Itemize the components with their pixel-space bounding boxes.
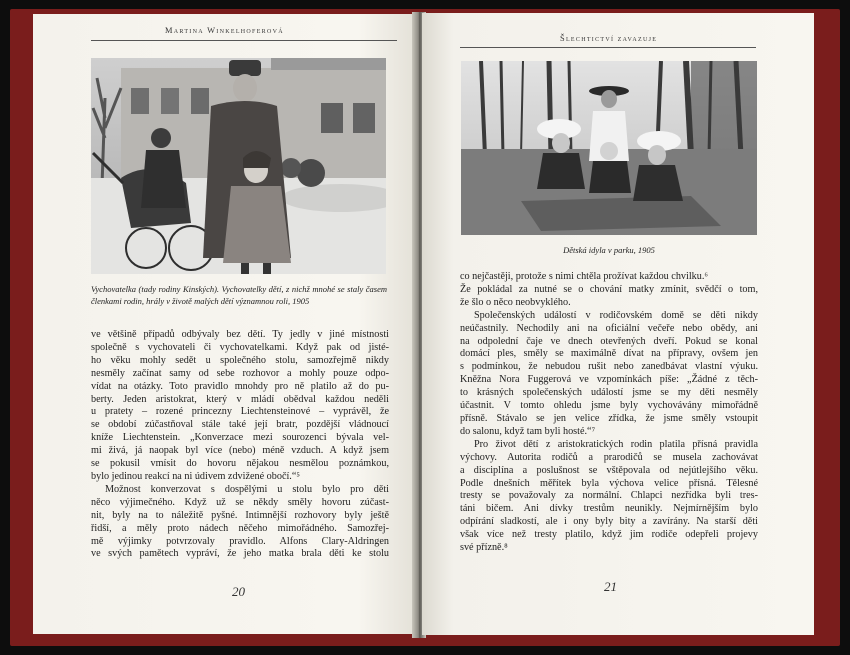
- text-line: a disciplína a poslušnost se vštěpovala od nejútlejšího věku.: [460, 464, 758, 476]
- text-line: domácí ples, směly se maximálně dívat na přípravy, ovšem jen: [460, 348, 758, 360]
- text-line: se pokusil vmísit do hovoru nějakou nesmělou poznámkou,: [91, 458, 389, 470]
- text-line: společně s vychovateli či vychovatelkami. Když pak od jisté-: [91, 341, 389, 353]
- text-line: ve většině případů odbývaly bez dětí. Ty jedly v jiné místnosti: [91, 329, 389, 340]
- photo-caption-left: Vychovatelka (tady rodiny Kinských). Vychovatelky dětí, z nichž mnohé se staly časem členkami rodin, hrály v životě malých dětí významnou roli, 1905: [91, 284, 387, 306]
- text-line: přísně. Stávalo se jen velice zřídka, že jsme směly vstoupit: [460, 412, 758, 424]
- header-rule-right: [460, 47, 756, 48]
- text-line: výchovy. Autorita rodičů a prarodičů se musela zachovávat: [460, 451, 758, 463]
- text-line: mi živá, já naopak byl více (nebo) méně vzduch. A když jsem: [91, 445, 389, 457]
- text-line: Podle dnešních měřítek byla výchova velice přísná. Tělesné: [460, 477, 758, 489]
- text-line: Společenských událostí v rodičovském domě se děti nikdy: [474, 309, 758, 321]
- text-line: nit, byly na to náležitě pyšné. Intimnější rozhovory byly ještě: [91, 509, 389, 521]
- text-line: Možnost konverzovat s dospělými u stolu bylo pro děti: [105, 483, 389, 495]
- body-text-left: [91, 329, 389, 561]
- text-line: účastnit. V tomto ohledu jsme byly vychovávány mimořádně: [460, 400, 758, 412]
- text-line: Že pokládal za nutné se o chování matky zmínit, svědčí o tom,: [460, 283, 758, 295]
- page-number-left: 20: [232, 584, 245, 599]
- text-line: co nejčastěji, protože s nimi chtěla prožívat každou chvilku.⁶: [460, 271, 708, 282]
- text-line: ho věku mohly sedět u společného stolu, samozřejmě nikdy: [91, 354, 389, 366]
- photo-governess: [91, 58, 386, 274]
- text-line: Kněžna Nora Fuggerová ve vzpomínkách píše: „Žádné z těch-: [460, 374, 758, 386]
- right-page: [422, 13, 814, 635]
- running-header-left: Martina Winkelhoferová: [165, 26, 284, 35]
- text-line: kníže Liechtenstein. „Konverzace mezi sourozenci bývala vel-: [91, 432, 389, 444]
- text-line: neúčastnily. Nechodily ani na oficiální večeře nebo obědy, ani: [460, 322, 758, 334]
- page-number-right: 21: [604, 579, 617, 594]
- text-line: berty. Jeden aristokrat, který v mládí obědval každou neděli: [91, 393, 389, 405]
- text-line: bylo jedinou reakcí na ni údivem zdvižené obočí.“⁵: [91, 470, 300, 482]
- text-line: něco výjimečného. Když už se někdy směly hovoru zúčast-: [91, 496, 389, 508]
- photo-children-park: [461, 61, 757, 235]
- text-line: Pro život dětí z aristokratických rodin platila přísná pravidla: [474, 438, 758, 450]
- text-line: s podmínkou, že nebudou rušit nebo zanedbávat vlastní výuku.: [460, 361, 758, 373]
- text-line: na odpolední čaje ve dnech otevřených dveří. Pokud se konal: [460, 335, 758, 347]
- text-line: to krásných společenských událostí jsme se my děti nesměly: [460, 387, 758, 399]
- text-line: své přízně.⁸: [460, 542, 508, 554]
- text-line: u pratety – rozené princezny Liechtensteinové – vyprávěl, že: [91, 406, 389, 418]
- text-line: mě výjimky potvrzovaly pravidlo. Alfons Clary-Aldringen: [91, 535, 389, 547]
- photo-caption-right: Dětská idyla v parku, 1905: [563, 245, 655, 255]
- text-line: táni bičem. Ani dívky trestům neunikly. Nejmírnějším bylo: [460, 503, 758, 515]
- text-line: nesměly začínat samy od sebe rozhovor a mohly pouze odpo-: [91, 367, 389, 379]
- body-text-right: [460, 271, 758, 555]
- text-line: se období zúčastňoval stále také její bratr, pozdější vládnoucí: [91, 419, 389, 431]
- text-line: tresty se považovaly za normální. Chlapci nezřídka byli tres-: [460, 490, 758, 502]
- text-line: že šlo o něco neobvyklého.: [460, 296, 571, 308]
- header-rule-left: [91, 40, 397, 41]
- running-header-right: Šlechtictví zavazuje: [560, 34, 658, 43]
- text-line: do salonu, když tam byli hosté.“⁷: [460, 425, 596, 437]
- left-page: [33, 14, 415, 634]
- text-line: odpírání sladkostí, ale i ony byly bity a zavírány. Na starší děti: [460, 516, 758, 528]
- text-line: však více než tresty platilo, když jim rodiče odepřeli projevy: [460, 529, 758, 541]
- text-line: vídat na otázky. Toto pravidlo mnohdy pro ně platilo až do pu-: [91, 380, 389, 392]
- text-line: ve svých pamětech vypráví, že jeho matka brala děti ke stolu: [91, 548, 389, 560]
- text-line: řidší, a měly proto nádech něčeho mimořádného. Samozřej-: [91, 522, 389, 534]
